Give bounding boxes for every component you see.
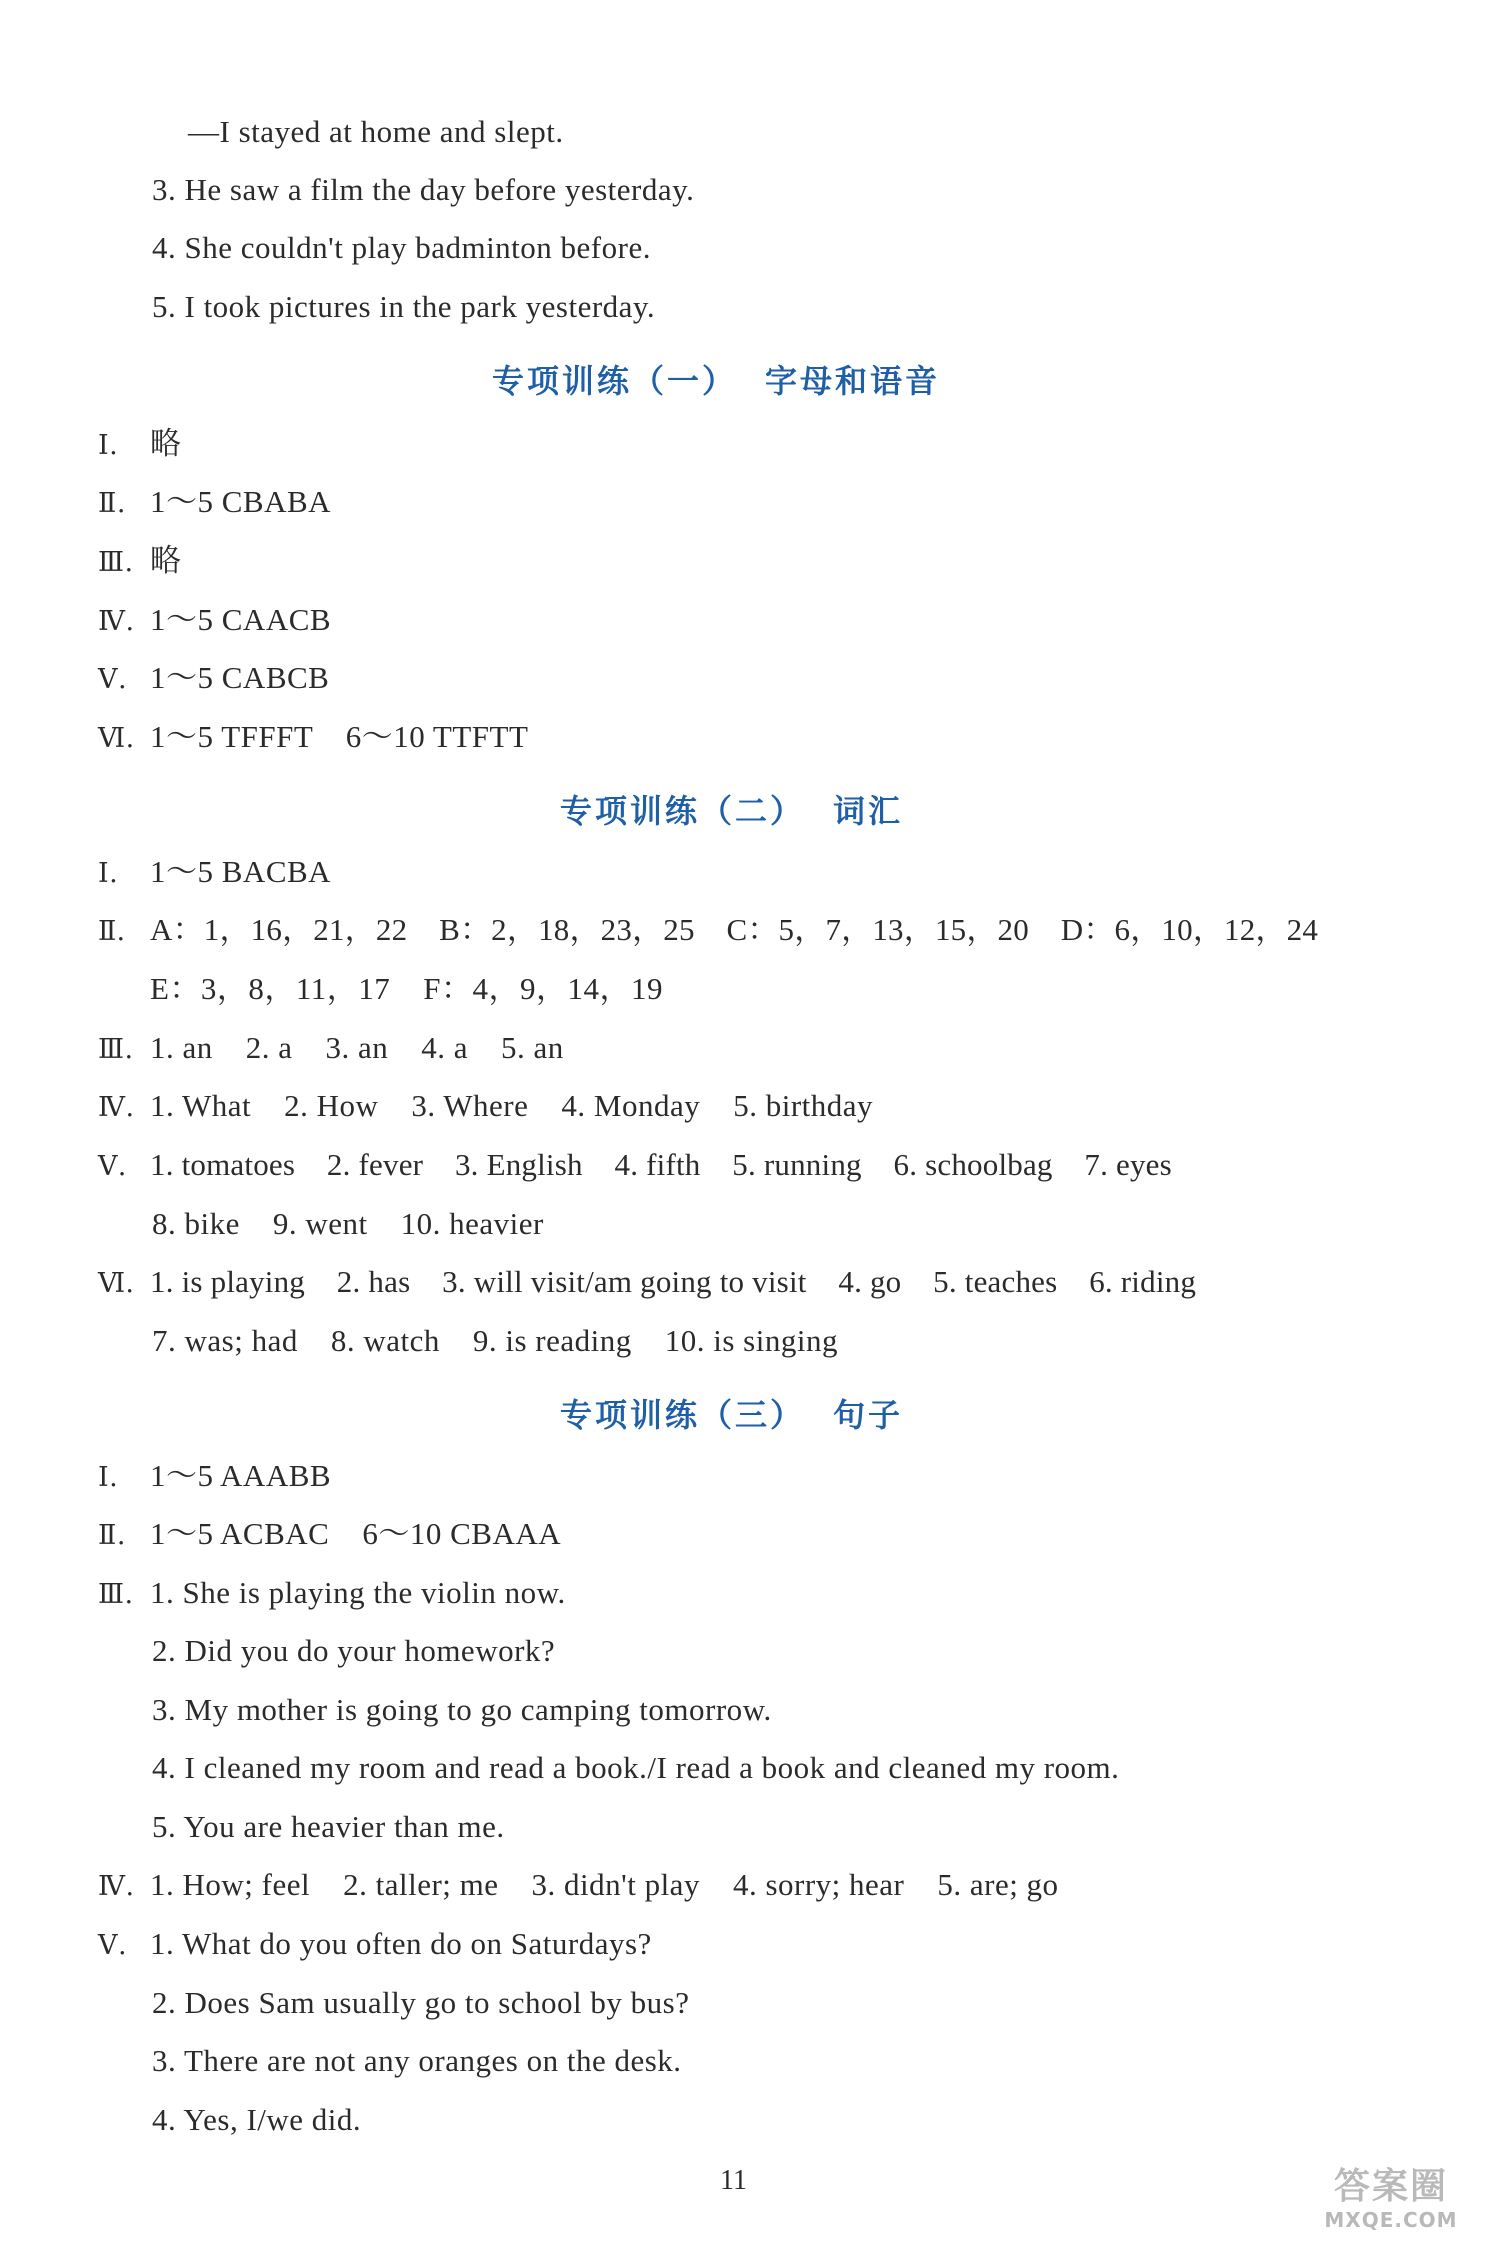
answer-line: [152, 2100, 361, 2140]
answer-line: [152, 1204, 544, 1244]
answer-line: [152, 1690, 772, 1730]
answer-text: 1～5 CBABA: [150, 484, 332, 519]
answer-line: [98, 1514, 561, 1556]
section-title: 专项训练（二）: [560, 792, 806, 830]
answer-text: 4. I cleaned my room and read a book./I read a book and cleaned my room.: [152, 1750, 1120, 1785]
roman-numeral: Ⅱ.: [98, 916, 126, 947]
answer-text: 2. Did you do your homework?: [152, 1633, 556, 1668]
answer-line: 4. She couldn't play badminton before.: [152, 230, 651, 265]
answer-text: 1. tomatoes 2. fever 3. English 4. fifth 5. running 6. schoolbag 7. eyes: [150, 1147, 1172, 1182]
roman-numeral: Ⅵ.: [98, 1268, 135, 1299]
answer-line: [98, 1262, 1196, 1304]
section-subtitle: 字母和语音: [765, 362, 941, 400]
answer-line: [98, 1145, 1172, 1187]
answer-line: [98, 482, 331, 524]
answer-line: [98, 1086, 873, 1128]
answer-line: [98, 600, 331, 642]
roman-numeral: Ⅰ.: [98, 858, 119, 889]
roman-numeral: Ⅵ.: [98, 723, 135, 754]
roman-numeral: Ⅲ.: [98, 1579, 134, 1610]
answer-text: 略: [150, 426, 182, 461]
section-heading-1: [492, 356, 968, 402]
roman-numeral: Ⅳ.: [98, 606, 135, 637]
roman-numeral: Ⅱ.: [98, 488, 126, 519]
answer-line: [152, 1807, 505, 1847]
roman-numeral: Ⅰ.: [98, 430, 119, 461]
answer-text: 略: [150, 543, 182, 578]
answer-line: [98, 1573, 566, 1615]
answer-line: [98, 717, 528, 759]
section-subtitle: 词汇: [833, 792, 904, 830]
answer-line: [98, 1924, 652, 1966]
section-subtitle: 句子: [833, 1396, 904, 1434]
answer-line: [98, 910, 1318, 952]
answer-line: —I stayed at home and slept.: [188, 114, 564, 149]
watermark-logo-text: 答案圈: [1333, 2166, 1448, 2207]
answer-line: [152, 1631, 555, 1671]
answer-text: 1. an 2. a 3. an 4. a 5. an: [150, 1030, 564, 1065]
page-number: 11: [720, 2165, 747, 2196]
section-heading-3: [560, 1390, 931, 1436]
answer-line: [152, 1983, 690, 2023]
answer-text: 1～5 AAABB: [150, 1458, 332, 1493]
answer-text: 4. Yes, I/we did.: [152, 2102, 362, 2137]
answer-text: 1. is playing 2. has 3. will visit/am going to visit 4. go 5. teaches 6. riding: [150, 1264, 1197, 1299]
answer-text: A：1，16，21，22 B：2，18，23，25 C：5，7，13，15，20 D：6，10，12，24: [150, 912, 1319, 947]
answer-text: 1～5 TFFFT 6～10 TTFTT: [150, 719, 529, 754]
roman-numeral: Ⅳ.: [98, 1871, 135, 1902]
answer-text: 3. My mother is going to go camping tomorrow.: [152, 1692, 772, 1727]
roman-numeral: Ⅳ.: [98, 1092, 135, 1123]
answer-text: 5. You are heavier than me.: [152, 1809, 505, 1844]
answer-text: 1. What do you often do on Saturdays?: [150, 1926, 652, 1961]
roman-numeral: Ⅲ.: [98, 547, 134, 578]
answer-text: 7. was; had 8. watch 9. is reading 10. is singing: [152, 1323, 838, 1358]
answer-line: [98, 1865, 1059, 1907]
answer-line: 5. I took pictures in the park yesterday.: [152, 289, 656, 324]
site-watermark: [1296, 2166, 1486, 2236]
roman-numeral: Ⅱ.: [98, 1520, 126, 1551]
answer-text: 1～5 BACBA: [150, 854, 332, 889]
answer-text: E：3，8，11，17 F：4，9，14，19: [150, 971, 664, 1006]
answer-line: 3. He saw a film the day before yesterday.: [152, 172, 695, 207]
answer-text: 8. bike 9. went 10. heavier: [152, 1206, 544, 1241]
answer-text: 1. How; feel 2. taller; me 3. didn't play 4. sorry; hear 5. are; go: [150, 1867, 1059, 1902]
answer-text: 1. She is playing the violin now.: [150, 1575, 566, 1610]
section-heading-2: [560, 786, 931, 832]
answer-line: [98, 1456, 331, 1498]
answer-line: [98, 852, 331, 894]
answer-line: [150, 969, 663, 1009]
roman-numeral: Ⅰ.: [98, 1462, 119, 1493]
answer-line: [98, 1028, 564, 1070]
answer-line: [152, 1748, 1119, 1788]
answer-line: [152, 2041, 682, 2081]
roman-numeral: Ⅴ.: [98, 1930, 128, 1961]
watermark-url: MXQE.COM: [1324, 2208, 1458, 2232]
roman-numeral: Ⅴ.: [98, 1151, 127, 1182]
answer-text: 3. There are not any oranges on the desk.: [152, 2043, 682, 2078]
answer-text: 2. Does Sam usually go to school by bus?: [152, 1985, 690, 2020]
answer-text: 1～5 CAACB: [150, 602, 332, 637]
answer-line: [98, 658, 329, 700]
answer-line: [98, 424, 182, 466]
answer-line: [152, 1321, 838, 1361]
answer-text: 1. What 2. How 3. Where 4. Monday 5. birthday: [150, 1088, 874, 1123]
roman-numeral: Ⅲ.: [98, 1034, 134, 1065]
section-title: 专项训练（一）: [492, 362, 738, 400]
answer-line: [98, 541, 182, 583]
answer-text: 1～5 CABCB: [150, 660, 330, 695]
answer-text: 1～5 ACBAC 6～10 CBAAA: [150, 1516, 562, 1551]
roman-numeral: Ⅴ.: [98, 664, 128, 695]
section-title: 专项训练（三）: [560, 1396, 806, 1434]
